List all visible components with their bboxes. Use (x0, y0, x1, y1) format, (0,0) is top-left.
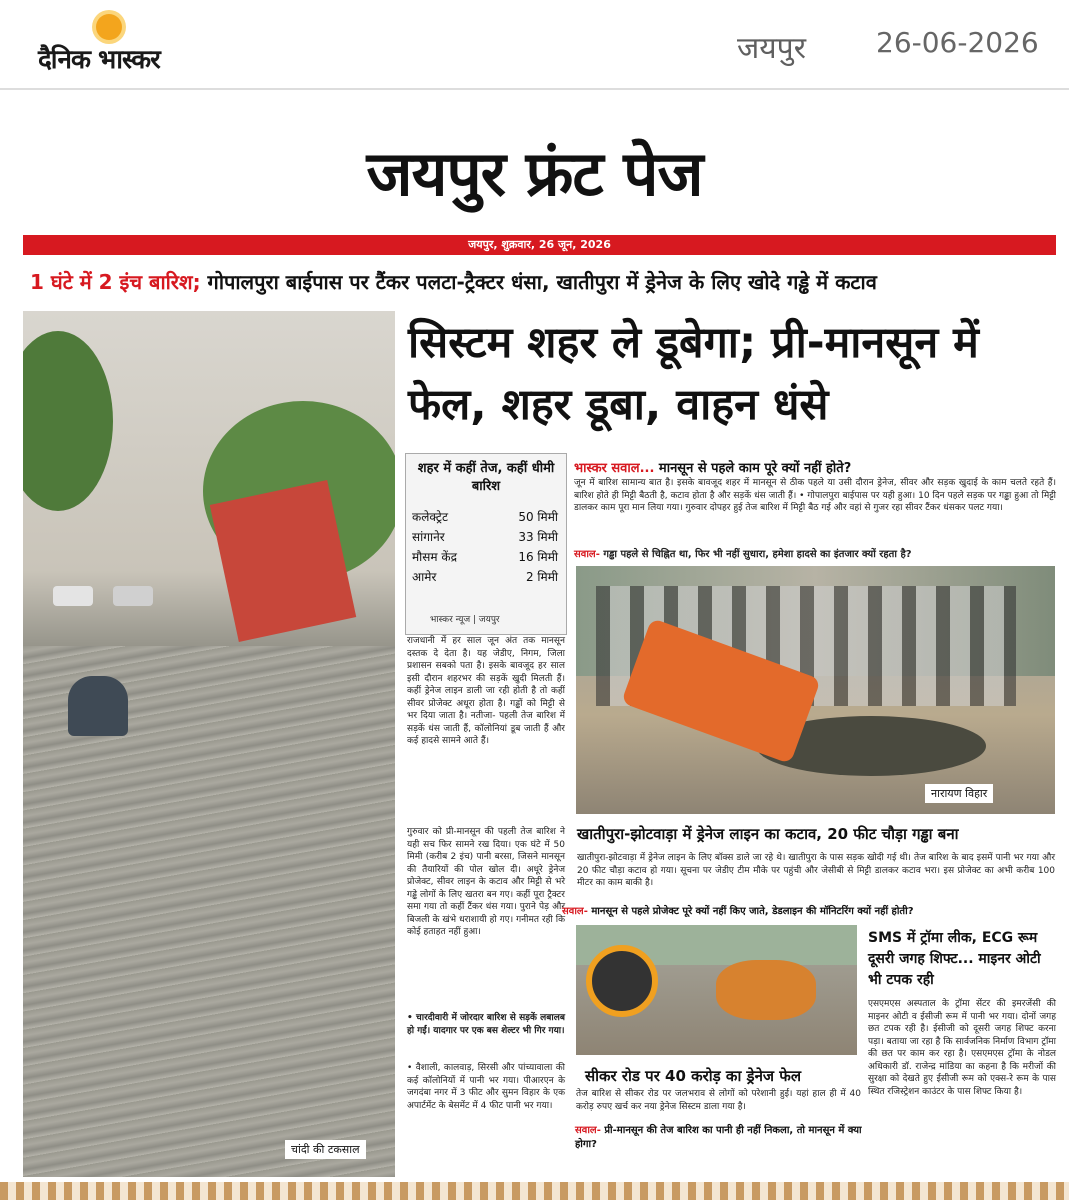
sikar-body: तेज बारिश से सीकर रोड पर जलभराव से लोगों को परेशानी हुई। यहां हाल ही में 40 करोड़ रुपए खर्च कर नया ड्रेनेज सिस्टम डाला गया है। (576, 1089, 861, 1112)
flooded-street-photo (23, 311, 395, 1177)
edition-city: जयपुर (737, 31, 806, 66)
overturned-tractor-photo (576, 566, 1055, 814)
question-line (574, 546, 1054, 560)
question-label: भास्कर सवाल... (574, 461, 655, 476)
top-headline-rest: गोपालपुरा बाईपास पर टैंकर पलटा-ट्रैक्टर धंसा, खातीपुरा में ड्रेनेज के लिए खोदे गड्ढे में कटाव (200, 270, 877, 294)
decorative-footer (0, 1182, 1069, 1200)
bhaskar-question-head (574, 458, 1054, 476)
rainfall-place: मौसम केंद्र (412, 550, 457, 564)
khatipura-body: खातीपुरा-झोटवाड़ा में ड्रेनेज लाइन के लिए बॉक्स डाले जा रहे थे। खातीपुरा के पास सड़क खोदी गई थी। तेज बारिश के बाद इसमें पानी भर गया और 20 फीट चौड़ा कटाव हो गया। सूचना पर जेडीए टीम मौके पर पहुंची और जेसीबी से मिट्टी डालकर कटाव भरा। इस प्रोजेक्ट का अभी करीब 100 मीटर का काम बाकी है। (577, 853, 1055, 888)
rainfall-value: 50 मिमी (518, 510, 558, 524)
question-prefix: सवाल- (575, 1125, 601, 1136)
rainfall-row (412, 548, 562, 565)
sikar-headline: सीकर रोड पर 40 करोड़ का ड्रेनेज फेल (585, 1067, 801, 1085)
rainfall-box (405, 453, 567, 635)
khatipura-headline: खातीपुरा-झोटवाड़ा में ड्रेनेज लाइन का कटाव, 20 फीट चौड़ा गड्ढा बना (577, 825, 959, 843)
rainfall-value: 33 मिमी (518, 530, 558, 544)
top-headline-lead: 1 घंटे में 2 इंच बारिश; (30, 270, 201, 294)
date-banner: जयपुर, शुक्रवार, 26 जून, 2026 (23, 235, 1056, 255)
rainfall-value: 2 मिमी (525, 570, 558, 584)
rainfall-row (412, 528, 562, 545)
rainfall-row (412, 568, 562, 585)
divider (0, 88, 1069, 90)
question-text: मानसून से पहले काम पूरे क्यों नहीं होते? (654, 461, 852, 476)
question-prefix: सवाल- (574, 549, 600, 560)
photo-caption: चांदी की टकसाल (285, 1140, 366, 1159)
sikar-question (575, 1122, 865, 1150)
rainfall-place: कलेक्ट्रेट (412, 510, 448, 524)
photo-caption: नारायण विहार (925, 784, 993, 803)
question-content: मानसून से पहले प्रोजेक्ट पूरे क्यों नहीं किए जाते, डेडलाइन की मॉनिटरिंग क्यों नहीं होती? (587, 906, 914, 917)
byline: भास्कर न्यूज | जयपुर (430, 615, 500, 625)
khatipura-question (562, 903, 914, 917)
rainfall-place: सांगानेर (412, 530, 445, 544)
article-para-2: गुरुवार को प्री-मानसून की पहली तेज बारिश ने यही सच फिर सामने रख दिया। एक घंटे में 50 मिमी (करीब 2 इंच) पानी बरसा, जिसने मानसून की तैयारियों की पोल खोल दी। अधूरे ड्रेनेज प्रोजेक्ट, सीवर लाइन के कटाव और मिट्टी से भरे गड्ढे लोगों के लिए खतरा बन गए। कहीं पूरा ट्रैक्टर समा गया तो कहीं टैंकर धंस गया। पुराने पेड़ और बिजली के खंभे धराशायी हो गए। गनीमत रही कि कोई हताहत नहीं हुआ। (407, 827, 565, 937)
top-headline (30, 268, 1060, 295)
brand-logo: दैनिक भास्कर (38, 45, 160, 75)
article-bullet-1: • चारदीवारी में जोरदार बारिश से सड़कें लबालब हो गईं। यादगार पर एक बस शेल्टर भी गिर गया। (407, 1013, 565, 1036)
article-para-1: राजधानी में हर साल जून अंत तक मानसून दस्तक दे देता है। यह जेडीए, निगम, जिला प्रशासन सबको पता है। इसके बावजूद हर साल इसी दौरान शहरभर की सड़कें खुदी मिलती हैं। कहीं ड्रेनेज लाइन डाली जा रही होती है तो कहीं सीवर प्रोजेक्ट अधूरा होता है। गड्ढों को मिट्टी से भर दिया जाता है। नतीजा- पहली तेज बारिश में सड़कें धंस जाती हैं, कॉलोनियां डूब जाती हैं और कई हादसे सामने आते हैं। (407, 636, 565, 746)
tanker-photo (576, 925, 857, 1055)
rainfall-row (412, 508, 562, 525)
main-headline: सिस्टम शहर ले डूबेगा; प्री-मानसून में फेल, शहर डूबा, वाहन धंसे (408, 318, 979, 430)
page-title: जयपुर फ्रंट पेज (366, 137, 703, 210)
sms-body: एसएमएस अस्पताल के ट्रॉमा सेंटर की इमरजेंसी की माइनर ओटी व ईसीजी रूम में पानी भर गया। दोनों जगह छत टपक रही है। ईसीजी को दूसरी जगह शिफ्ट करना पड़ा। बताया जा रहा है कि सार्वजनिक निर्माण विभाग ट्रॉमा की छत पर काम कर रहा है। एसएमएस ट्रॉमा के नोडल अधिकारी डॉ. राजेन्द्र मांडिया का कहना है कि मरीजों की सुरक्षा को देखते हुए ईसीजी रूम को एक्स-रे रूम के पास स्थित रजिस्ट्रेशन काउंटर के पास शिफ्ट किया है। (868, 999, 1056, 1097)
edition-date: 26-06-2026 (876, 26, 1039, 59)
sun-logo-icon (96, 14, 122, 40)
article-bullet-2: • वैशाली, कालवाड़, सिरसी और पांच्यावाला की कई कॉलोनियों में पानी भर गया। पीआरएन के जगदंबा नगर में 3 फीट और सुमन विहार के एक अपार्टमेंट के बेसमेंट में 4 फीट पानी भर गया। (407, 1063, 565, 1111)
tanker (716, 960, 816, 1020)
question-prefix: सवाल- (562, 906, 588, 917)
rainfall-place: आमेर (412, 570, 437, 584)
sms-headline: SMS में ट्रॉमा लीक, ECG रूम दूसरी जगह शिफ्ट... माइनर ओटी भी टपक रही (868, 930, 1041, 988)
person-in-water (68, 676, 128, 736)
question-body: जून में बारिश सामान्य बात है। इसके बावजूद शहर में मानसून से ठीक पहले या उसी दौरान ड्रेनेज, सीवर और सड़क खुदाई के काम चलते रहते हैं। बारिश होते ही मिट्टी बैठती है, कटाव होता है और सड़कें धंस जाती हैं। • गोपालपुरा बाईपास पर यही हुआ। 10 दिन पहले सड़क पर गड्ढा हुआ तो मिट्टी डालकर काम पूरा मान लिया गया। गुरुवार दोपहर हुई तेज बारिश में मिट्टी बैठ गई और वहां से गुजर रहा सीवर टैंकर धंसकर पलट गया। (574, 478, 1056, 513)
rainfall-title: शहर में कहीं तेज, कहीं धीमी बारिश (417, 461, 555, 494)
rainfall-value: 16 मिमी (518, 550, 558, 564)
question-content: प्री-मानसून की तेज बारिश का पानी ही नहीं निकला, तो मानसून में क्या होगा? (575, 1125, 862, 1150)
question-content: गड्ढा पहले से चिह्नित था, फिर भी नहीं सुधारा, हमेशा हादसे का इंतजार क्यों रहता है? (599, 549, 912, 560)
